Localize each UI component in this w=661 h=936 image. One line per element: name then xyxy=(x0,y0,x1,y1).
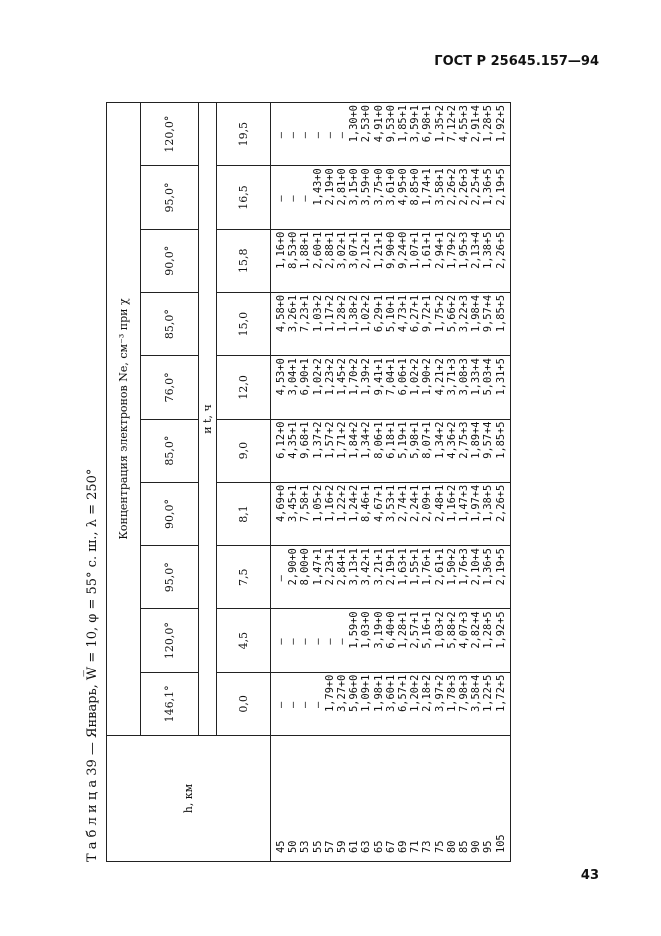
concentration-value: 4,21+2 xyxy=(433,358,446,396)
concentration-value: 7,23+1 xyxy=(299,294,312,333)
concentration-value: 2,26+5 xyxy=(494,231,507,269)
concentration-value: 1,79+0 xyxy=(323,674,336,712)
concentration-value: 1,28+5 xyxy=(482,611,495,649)
concentration-value: 1,22+5 xyxy=(482,674,495,712)
height-value: 90 xyxy=(470,840,483,853)
concentration-value: — xyxy=(336,638,349,645)
chi-header-0: 146,1° xyxy=(141,672,199,735)
concentration-value: 3,19+0 xyxy=(372,611,385,649)
height-value: 85 xyxy=(458,840,471,853)
concentration-value: 2,84+1 xyxy=(336,548,349,586)
concentration-value: 9,72+1 xyxy=(421,294,434,333)
concentration-value: 5,19+1 xyxy=(397,421,410,459)
concentration-value: 4,35+1 xyxy=(287,421,300,459)
concentration-value: 1,35+2 xyxy=(433,105,446,143)
concentration-value: 8,00+0 xyxy=(299,548,312,586)
concentration-value: 4,53+0 xyxy=(275,358,287,396)
concentration-value: 3,13+1 xyxy=(348,548,361,586)
concentration-value: 1,03+2 xyxy=(311,294,324,333)
concentration-value: 6,40+0 xyxy=(384,611,397,649)
concentration-value: 1,84+2 xyxy=(348,421,361,459)
concentration-value: 1,38+5 xyxy=(482,231,495,269)
concentration-value: — xyxy=(287,195,300,202)
concentration-header: Концентрация электронов Nе, см⁻³ при χ xyxy=(107,103,141,736)
concentration-value: 2,19+0 xyxy=(323,168,336,206)
concentration-value: 2,91+4 xyxy=(470,105,483,143)
concentration-value: 1,89+4 xyxy=(470,421,483,459)
concentration-value: 1,30+0 xyxy=(348,105,361,143)
concentration-value: 4,67+1 xyxy=(372,484,385,523)
concentration-value: 5,10+1 xyxy=(384,294,397,333)
concentration-value: 2,13+4 xyxy=(470,231,483,269)
concentration-value: 7,98+3 xyxy=(458,674,471,712)
concentration-value: 7,04+1 xyxy=(384,358,397,396)
concentration-value: 3,08+3 xyxy=(458,358,471,396)
concentration-value: 3,02+1 xyxy=(336,231,349,269)
data-column-9 xyxy=(271,103,511,166)
concentration-value: 1,17+2 xyxy=(323,294,336,333)
concentration-value: 2,60+1 xyxy=(311,231,324,269)
concentration-value: 1,95+3 xyxy=(458,231,471,269)
concentration-value: 4,69+0 xyxy=(275,484,287,523)
concentration-value: 1,31+5 xyxy=(494,358,507,396)
concentration-value: 1,92+5 xyxy=(494,105,507,143)
concentration-value: 4,07+3 xyxy=(458,611,471,649)
concentration-value: 2,26+2 xyxy=(445,168,458,206)
t-header-0: 0,0 xyxy=(217,672,271,735)
chi-header-7: 90,0° xyxy=(141,229,199,292)
concentration-value: 6,29+1 xyxy=(372,294,385,333)
concentration-value: 1,75+2 xyxy=(433,294,446,333)
concentration-value: 1,85+5 xyxy=(494,421,507,459)
concentration-value: 6,98+1 xyxy=(421,105,434,143)
concentration-value: 1,21+1 xyxy=(372,231,385,269)
concentration-value: 2,10+4 xyxy=(470,548,483,586)
t-header-1: 4,5 xyxy=(217,609,271,672)
concentration-value: 2,81+0 xyxy=(336,168,349,206)
height-value: 55 xyxy=(311,840,324,853)
concentration-value: 1,38+5 xyxy=(482,484,495,523)
concentration-value: 1,43+0 xyxy=(311,168,324,206)
concentration-value: 3,27+0 xyxy=(336,674,349,712)
concentration-value: 6,27+1 xyxy=(409,294,422,333)
page-number: 43 xyxy=(580,868,599,883)
chi-header-2: 95,0° xyxy=(141,546,199,609)
height-value: 105 xyxy=(494,834,507,853)
concentration-value: — xyxy=(299,132,312,139)
concentration-value: 1,98+4 xyxy=(470,294,483,333)
concentration-value: 2,82+4 xyxy=(470,611,483,649)
concentration-value: 2,19+5 xyxy=(494,548,507,586)
concentration-value: 1,07+1 xyxy=(409,231,422,269)
height-value: 69 xyxy=(397,840,410,853)
height-value: 45 xyxy=(275,840,287,853)
concentration-value: 1,71+2 xyxy=(336,421,349,459)
concentration-value: 1,63+1 xyxy=(397,548,410,586)
concentration-value: 1,76+3 xyxy=(458,548,471,586)
concentration-value: 1,55+1 xyxy=(409,548,422,586)
concentration-value: 1,20+2 xyxy=(409,674,422,712)
data-column-2 xyxy=(271,546,511,609)
concentration-value: 2,19+5 xyxy=(494,168,507,206)
concentration-value: 2,48+1 xyxy=(433,484,446,523)
concentration-value: 1,28+1 xyxy=(397,611,410,649)
concentration-value: 1,47+1 xyxy=(311,548,324,586)
concentration-value: 3,15+0 xyxy=(348,168,361,206)
concentration-value: 1,36+5 xyxy=(482,168,495,206)
concentration-value: 1,33+4 xyxy=(470,358,483,396)
concentration-value: — xyxy=(299,638,312,645)
concentration-value: 7,12+2 xyxy=(445,105,458,143)
concentration-value: 3,71+3 xyxy=(445,358,458,396)
concentration-value: 2,23+1 xyxy=(323,548,336,586)
height-value: 67 xyxy=(384,840,397,853)
concentration-value: 6,18+1 xyxy=(384,421,397,459)
concentration-value: 9,68+1 xyxy=(299,421,312,459)
concentration-value: 1,47+3 xyxy=(458,484,471,523)
concentration-value: 1,78+3 xyxy=(445,674,458,712)
concentration-value: 1,22+2 xyxy=(336,484,349,523)
concentration-value: 1,05+2 xyxy=(311,484,324,523)
data-column-5 xyxy=(271,356,511,419)
height-value: 57 xyxy=(323,840,336,853)
height-value: 71 xyxy=(409,840,422,853)
concentration-value: — xyxy=(275,195,287,202)
data-column-4 xyxy=(271,419,511,482)
concentration-value: 6,06+1 xyxy=(397,358,410,396)
concentration-value: 1,36+5 xyxy=(482,548,495,586)
concentration-value: 1,02+2 xyxy=(311,358,324,396)
concentration-value: 2,24+1 xyxy=(409,484,422,523)
concentration-value: 1,92+5 xyxy=(494,611,507,649)
concentration-value: — xyxy=(287,638,300,645)
concentration-value: 4,36+2 xyxy=(445,421,458,459)
concentration-value: 1,72+5 xyxy=(494,674,507,712)
concentration-value: 4,58+0 xyxy=(275,294,287,333)
concentration-value: 1,34+2 xyxy=(433,421,446,459)
concentration-value: 2,61+1 xyxy=(433,548,446,586)
chi-header-6: 85,0° xyxy=(141,292,199,355)
concentration-value: — xyxy=(275,638,287,645)
concentration-value: 9,57+4 xyxy=(482,421,495,459)
chi-header-3: 90,0° xyxy=(141,482,199,545)
concentration-value: 4,73+1 xyxy=(397,294,410,333)
concentration-value: 3,59+0 xyxy=(360,168,373,206)
chi-header-8: 95,0° xyxy=(141,166,199,229)
t-header-6: 15,0 xyxy=(217,292,271,355)
concentration-value: 3,60+1 xyxy=(384,674,397,712)
concentration-value: 1,85+5 xyxy=(494,294,507,333)
concentration-value: 1,16+0 xyxy=(275,231,287,269)
concentration-value: 1,16+2 xyxy=(445,484,458,523)
chi-header-5: 76,0° xyxy=(141,356,199,419)
data-row xyxy=(271,103,511,862)
concentration-value: 6,12+0 xyxy=(275,421,287,459)
concentration-value: 5,88+2 xyxy=(445,611,458,649)
concentration-value: 1,02+2 xyxy=(360,294,373,333)
concentration-value: 3,22+3 xyxy=(458,294,471,333)
concentration-value: 3,59+1 xyxy=(409,105,422,143)
t-header-8: 16,5 xyxy=(217,166,271,229)
concentration-value: 9,24+0 xyxy=(397,231,410,269)
concentration-value: 1,23+2 xyxy=(323,358,336,396)
concentration-value: — xyxy=(299,701,312,708)
concentration-value: 1,79+2 xyxy=(445,231,458,269)
concentration-value: 1,61+1 xyxy=(421,231,434,269)
concentration-value: 3,04+1 xyxy=(287,358,300,396)
height-value: 63 xyxy=(360,840,373,853)
t-header-7: 15,8 xyxy=(217,229,271,292)
concentration-value: 1,45+2 xyxy=(336,358,349,396)
chi-header-1: 120,0° xyxy=(141,609,199,672)
concentration-value: 3,61+0 xyxy=(384,168,397,206)
height-value: 95 xyxy=(482,840,495,853)
concentration-value: — xyxy=(323,132,336,139)
concentration-value: 2,88+1 xyxy=(323,231,336,269)
table-caption: Т а б л и ц а 39 — Январь, W̅ = 10, φ = 55° с. ш., λ = 250° xyxy=(85,468,100,862)
concentration-value: — xyxy=(275,701,287,708)
height-value: 53 xyxy=(299,840,312,853)
concentration-value: 3,45+1 xyxy=(287,484,300,523)
height-value: 65 xyxy=(372,840,385,853)
concentration-value: 1,85+1 xyxy=(397,105,410,143)
concentration-value: 3,58+4 xyxy=(470,674,483,712)
concentration-value: 1,74+1 xyxy=(421,168,434,206)
concentration-value: 1,76+1 xyxy=(421,548,434,586)
concentration-value: 2,12+1 xyxy=(360,231,373,269)
concentration-value: 5,66+2 xyxy=(445,294,458,333)
concentration-value: 3,42+1 xyxy=(360,548,373,586)
concentration-value: — xyxy=(287,132,300,139)
concentration-value: — xyxy=(287,701,300,708)
concentration-value: 4,55+3 xyxy=(458,105,471,143)
height-value: 75 xyxy=(433,840,446,853)
height-value: 73 xyxy=(421,840,434,853)
concentration-value: 9,53+0 xyxy=(384,105,397,143)
t-header-5: 12,0 xyxy=(217,356,271,419)
concentration-value: 2,26+5 xyxy=(494,484,507,523)
concentration-value: 6,90+1 xyxy=(299,358,312,396)
concentration-value: 1,28+5 xyxy=(482,105,495,143)
concentration-value: 6,57+1 xyxy=(397,674,410,712)
concentration-value: 3,21+1 xyxy=(372,548,385,586)
chi-header-9: 120,0° xyxy=(141,103,199,166)
data-column-0 xyxy=(271,672,511,735)
concentration-value: — xyxy=(275,132,287,139)
concentration-value: 2,74+1 xyxy=(397,484,410,523)
data-column-7 xyxy=(271,229,511,292)
concentration-value: 2,25+4 xyxy=(470,168,483,206)
concentration-value: 1,70+2 xyxy=(348,358,361,396)
concentration-value: 1,03+2 xyxy=(433,611,446,649)
t-header-3: 8,1 xyxy=(217,482,271,545)
height-value: 59 xyxy=(336,840,349,853)
concentration-value: 2,53+0 xyxy=(360,105,373,143)
concentration-value: 8,46+1 xyxy=(360,484,373,523)
concentration-value: — xyxy=(336,132,349,139)
t-header-9: 19,5 xyxy=(217,103,271,166)
concentration-value: 3,75+0 xyxy=(372,168,385,206)
concentration-value: 9,90+0 xyxy=(384,231,397,269)
data-column-6 xyxy=(271,292,511,355)
height-value: 50 xyxy=(287,840,300,853)
concentration-value: 5,16+1 xyxy=(421,611,434,649)
concentration-value: 5,03+4 xyxy=(482,358,495,396)
concentration-value: 3,53+1 xyxy=(384,484,397,523)
concentration-value: 1,88+1 xyxy=(299,231,312,269)
data-column-1 xyxy=(271,609,511,672)
h-km-header: h, км xyxy=(107,736,271,862)
height-value: 80 xyxy=(445,840,458,853)
rotated-table-block xyxy=(80,102,600,862)
concentration-value: 1,16+2 xyxy=(323,484,336,523)
concentration-value: 8,06+1 xyxy=(372,421,385,459)
concentration-value: — xyxy=(311,701,324,708)
concentration-value: — xyxy=(323,638,336,645)
concentration-value: — xyxy=(299,195,312,202)
concentration-value: 1,57+2 xyxy=(323,421,336,459)
concentration-value: 5,98+1 xyxy=(409,421,422,459)
concentration-value: 1,37+2 xyxy=(311,421,324,459)
concentration-value: 1,39+2 xyxy=(360,358,373,396)
concentration-value: 1,34+2 xyxy=(360,421,373,459)
concentration-value: — xyxy=(311,638,324,645)
concentration-value: 3,26+1 xyxy=(287,294,300,333)
concentration-value: 2,09+1 xyxy=(421,484,434,523)
concentration-value: 9,41+1 xyxy=(372,358,385,396)
concentration-value: 3,07+1 xyxy=(348,231,361,269)
chi-header-4: 85,0° xyxy=(141,419,199,482)
concentration-value: 4,95+0 xyxy=(397,168,410,206)
concentration-value: 1,97+4 xyxy=(470,484,483,523)
concentration-value: 2,26+3 xyxy=(458,168,471,206)
t-header: и t, ч xyxy=(199,103,217,736)
concentration-value: 5,96+0 xyxy=(348,674,361,712)
concentration-value: 8,85+0 xyxy=(409,168,422,206)
concentration-value: 2,75+3 xyxy=(458,421,471,459)
concentration-value: 2,90+0 xyxy=(287,548,300,586)
concentration-value: 1,50+2 xyxy=(445,548,458,586)
data-column-3 xyxy=(271,482,511,545)
t-header-4: 9,0 xyxy=(217,419,271,482)
concentration-value: 1,98+1 xyxy=(372,674,385,712)
concentration-value: 1,03+0 xyxy=(360,611,373,649)
concentration-value: 1,02+2 xyxy=(409,358,422,396)
document-header: ГОСТ Р 25645.157—94 xyxy=(434,54,599,69)
concentration-value: 1,28+2 xyxy=(336,294,349,333)
heights-column xyxy=(271,736,511,862)
electron-concentration-table xyxy=(106,102,511,862)
concentration-value: 2,94+1 xyxy=(433,231,446,269)
concentration-value: 7,58+1 xyxy=(299,484,312,523)
concentration-value: 8,07+1 xyxy=(421,421,434,459)
concentration-value: — xyxy=(275,575,287,582)
concentration-value: 9,57+4 xyxy=(482,294,495,333)
concentration-value: 1,59+0 xyxy=(348,611,361,649)
concentration-value: 3,97+2 xyxy=(433,674,446,712)
concentration-value: 1,09+1 xyxy=(360,674,373,712)
concentration-value: 2,57+1 xyxy=(409,611,422,649)
concentration-value: 3,58+1 xyxy=(433,168,446,206)
concentration-value: 2,19+1 xyxy=(384,548,397,586)
concentration-value: 8,53+0 xyxy=(287,231,300,269)
t-header-2: 7,5 xyxy=(217,546,271,609)
concentration-value: 1,90+2 xyxy=(421,358,434,396)
height-value: 61 xyxy=(348,840,361,853)
concentration-value: 1,24+2 xyxy=(348,484,361,523)
concentration-value: 1,38+2 xyxy=(348,294,361,333)
concentration-value: 4,91+0 xyxy=(372,105,385,143)
concentration-value: 2,18+2 xyxy=(421,674,434,712)
concentration-value: — xyxy=(311,132,324,139)
data-column-8 xyxy=(271,166,511,229)
